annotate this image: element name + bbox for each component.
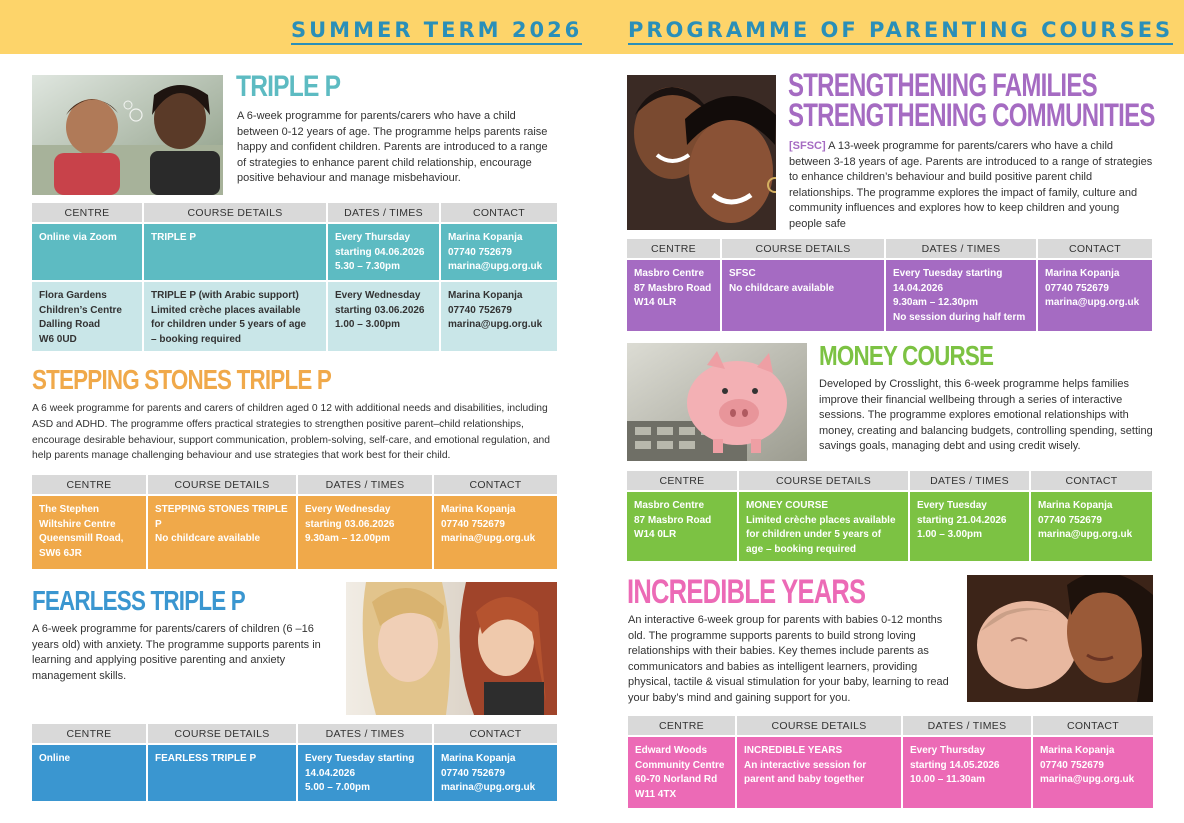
contact-cell: Marina Kopanja 07740 752679 marina@upg.org.uk: [433, 495, 557, 569]
sfsc-title-line1: STRENGTHENING FAMILIES: [788, 67, 1097, 103]
header-contact: CONTACT: [1030, 471, 1152, 491]
triple-p-table: [32, 203, 557, 351]
table-row: [627, 491, 1152, 561]
centre-cell: Online: [32, 744, 147, 801]
header-dates-times: DATES / TIMES: [327, 203, 440, 223]
details-cell: MONEY COURSE Limited crèche places available for children under 5 years of age – booking required: [738, 491, 909, 561]
sfsc-title: [788, 67, 1155, 133]
table-row: [628, 736, 1153, 808]
parent-child-bubbles-photo: [32, 75, 223, 195]
triple-p-description: A 6-week programme for parents/carers who have a child between 0-12 years of age. The programme helps parents raise happy and confident children. Parents are introduced to a range of strategies to enhance parent child relationship, encourage positive behaviour and manage misbehaviour.: [237, 110, 548, 184]
contact-cell: Marina Kopanja 07740 752679 marina@upg.org.uk: [440, 223, 557, 281]
dates-cell: Every Tuesday starting 21.04.2026 1.00 – 3.00pm: [909, 491, 1030, 561]
money-course-title: MONEY COURSE: [819, 340, 994, 371]
stepping-stones-title: STEPPING STONES TRIPLE P: [32, 364, 332, 395]
centre-cell: Masbro Centre 87 Masbro Road W14 0LR: [627, 259, 721, 331]
details-cell: INCREDIBLE YEARS An interactive session for parent and baby together: [736, 736, 902, 808]
header-course-details: COURSE DETAILS: [147, 475, 297, 495]
dates-cell: Every Tuesday starting 14.04.2026 5.00 – 7.00pm: [297, 744, 433, 801]
centre-cell: Edward Woods Community Centre 60-70 Norland Rd W11 4TX: [628, 736, 736, 808]
header-centre: CENTRE: [32, 724, 147, 744]
contact-cell: Marina Kopanja 07740 752679 marina@upg.org.uk: [440, 281, 557, 351]
sfsc-tag: [SFSC]: [789, 140, 826, 152]
contact-cell: Marina Kopanja 07740 752679 marina@upg.org.uk: [1032, 736, 1153, 808]
header-dates-times: DATES / TIMES: [902, 716, 1032, 736]
fearless-table: [32, 724, 557, 801]
contact-cell: Marina Kopanja 07740 752679 marina@upg.org.uk: [1030, 491, 1152, 561]
header-centre: CENTRE: [32, 475, 147, 495]
fearless-title: FEARLESS TRIPLE P: [32, 585, 245, 616]
table-row: [627, 259, 1152, 331]
sfsc-description-text: A 13-week programme for parents/carers who have a child between 3-18 years of age. Parents are introduced to a range of strategies to enhance children’s behaviour and build positive parent child relationships. The programme explores the impact of family, culture and community influences and explores how to keep children and young people safe: [789, 140, 1153, 230]
table-row: [32, 744, 557, 801]
mother-daughter-photo: [346, 582, 557, 715]
dates-cell: Every Tuesday starting 14.04.2026 9.30am – 12.30pm No session during half term: [885, 259, 1037, 331]
header-centre: CENTRE: [628, 716, 736, 736]
contact-cell: Marina Kopanja 07740 752679 marina@upg.org.uk: [433, 744, 557, 801]
header-centre: CENTRE: [627, 239, 721, 259]
header-course-details: COURSE DETAILS: [147, 724, 297, 744]
header-contact: CONTACT: [1032, 716, 1153, 736]
term-title: SUMMER TERM 2026: [291, 18, 582, 45]
dates-cell: Every Thursday starting 04.06.2026 5.30 – 7.30pm: [327, 223, 440, 281]
dates-cell: Every Wednesday starting 03.06.2026 1.00 – 3.00pm: [327, 281, 440, 351]
header-course-details: COURSE DETAILS: [721, 239, 885, 259]
header-dates-times: DATES / TIMES: [909, 471, 1030, 491]
details-cell: STEPPING STONES TRIPLE P No childcare available: [147, 495, 297, 569]
incredible-years-table: [628, 716, 1153, 808]
header-banner: [0, 0, 1184, 54]
incredible-years-title: INCREDIBLE YEARS: [627, 573, 866, 611]
centre-cell: Online via Zoom: [32, 223, 143, 281]
table-row: [32, 223, 557, 281]
table-row: [32, 281, 557, 351]
header-centre: CENTRE: [627, 471, 738, 491]
sfsc-title-line2: STRENGTHENING COMMUNITIES: [788, 97, 1155, 133]
header-contact: CONTACT: [433, 724, 557, 744]
fearless-description: A 6-week programme for parents/carers of children (6 –16 years old) with anxiety. The programme supports parents in learning and applying positive parenting and anxiety management skills.: [32, 623, 321, 682]
programme-title: PROGRAMME OF PARENTING COURSES: [628, 18, 1173, 45]
sfsc-description: [789, 139, 1155, 232]
header-dates-times: DATES / TIMES: [885, 239, 1037, 259]
dates-cell: Every Thursday starting 14.05.2026 10.00 – 11.30am: [902, 736, 1032, 808]
header-contact: CONTACT: [440, 203, 557, 223]
dates-cell: Every Wednesday starting 03.06.2026 9.30am – 12.00pm: [297, 495, 433, 569]
centre-cell: Flora Gardens Children’s Centre Dalling Road W6 0UD: [32, 281, 143, 351]
triple-p-title: TRIPLE P: [236, 70, 341, 103]
money-course-table: [627, 471, 1152, 561]
mother-son-photo: [627, 75, 776, 230]
money-course-description: Developed by Crosslight, this 6-week programme helps families improve their financial wellbeing through a series of interactive sessions. The programme explores emotional relationships with money, creating and balancing budgets, controlling spending, setting savings goals, managing debt and using credit wisely.: [819, 378, 1153, 452]
stepping-stones-table: [32, 475, 557, 569]
mother-baby-photo: [967, 575, 1153, 702]
centre-cell: The Stephen Wiltshire Centre Queensmill Road, SW6 6JR: [32, 495, 147, 569]
header-centre: CENTRE: [32, 203, 143, 223]
header-contact: CONTACT: [433, 475, 557, 495]
incredible-years-description: An interactive 6-week group for parents with babies 0-12 months old. The programme supports parents to build strong loving relationships with their babies. Key themes include parents as communicators and babies as intelligent learners, providing physical, tactile & visual stimulation for your baby, learning to read your baby’s mind and gaining support for you.: [628, 614, 949, 704]
header-dates-times: DATES / TIMES: [297, 724, 433, 744]
header-course-details: COURSE DETAILS: [143, 203, 327, 223]
sfsc-table: [627, 239, 1152, 331]
header-dates-times: DATES / TIMES: [297, 475, 433, 495]
details-cell: SFSC No childcare available: [721, 259, 885, 331]
centre-cell: Masbro Centre 87 Masbro Road W14 0LR: [627, 491, 738, 561]
header-course-details: COURSE DETAILS: [736, 716, 902, 736]
piggy-bank-photo: [627, 343, 807, 461]
table-row: [32, 495, 557, 569]
details-cell: TRIPLE P (with Arabic support) Limited crèche places available for children under 5 years of age – booking required: [143, 281, 327, 351]
header-contact: CONTACT: [1037, 239, 1152, 259]
header-course-details: COURSE DETAILS: [738, 471, 909, 491]
contact-cell: Marina Kopanja 07740 752679 marina@upg.org.uk: [1037, 259, 1152, 331]
stepping-stones-description: A 6 week programme for parents and carers of children aged 0 12 with additional needs and disabilities, including ASD and ADHD. The programme offers practical strategies to strengthen positive parent–child relationships, encourage desirable behaviour, support communication, problem-solving, self-care, and emotional regulation, and help parents manage challenging behaviour and use strategies that work best for their child.: [32, 403, 551, 462]
details-cell: FEARLESS TRIPLE P: [147, 744, 297, 801]
details-cell: TRIPLE P: [143, 223, 327, 281]
